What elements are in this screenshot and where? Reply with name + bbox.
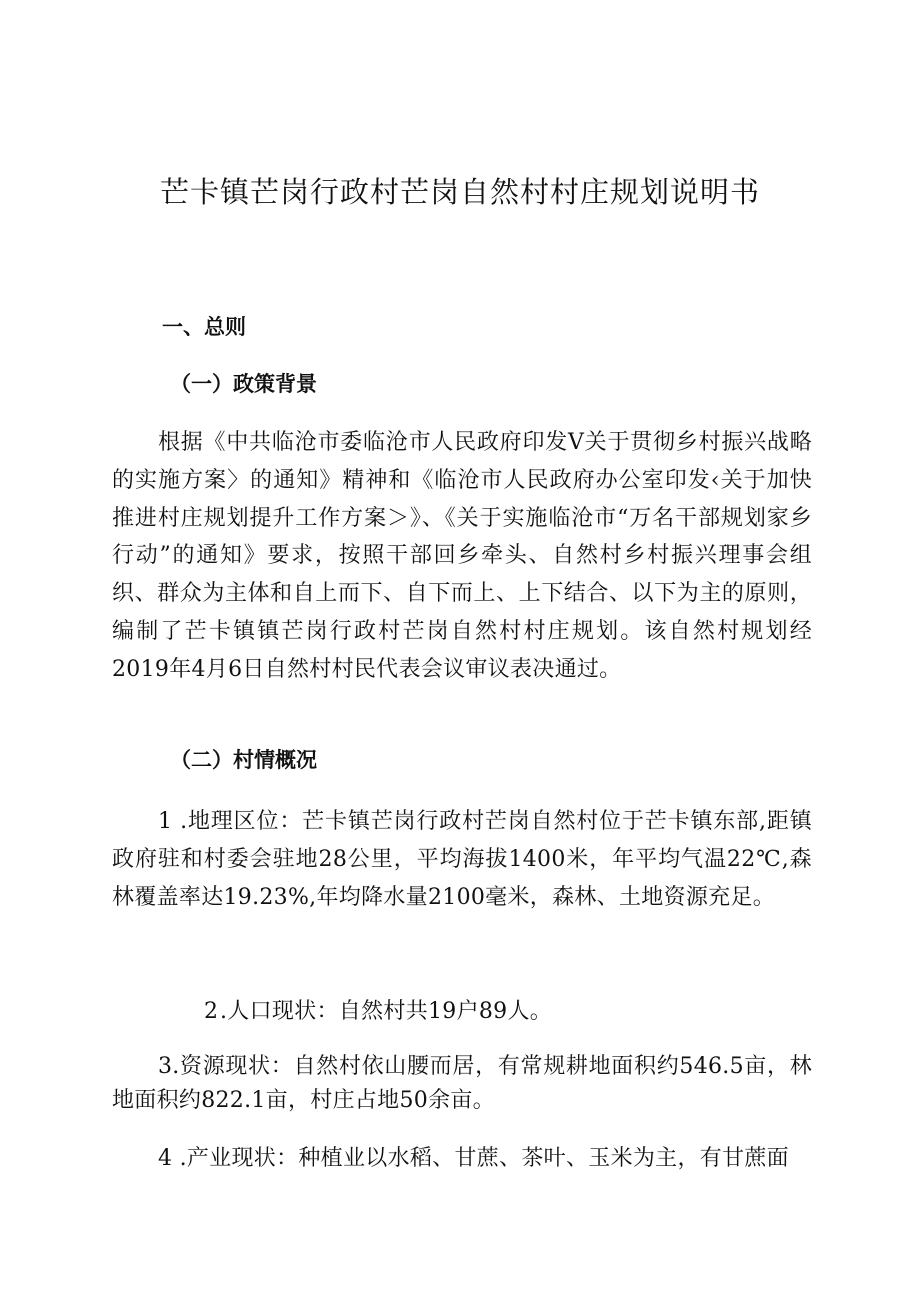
subsection-heading-village-overview: （二）村情概况 xyxy=(170,748,317,772)
population-item-text: .人口现状：自然村共19户89人。 xyxy=(220,999,553,1024)
population-item-number: 2 xyxy=(204,999,219,1024)
paragraph-geographic-location: 1 .地理区位：芒卡镇芒岗行政村芒岗自然村位于芒卡镇东部,距镇政府驻和村委会驻地28公里，平均海拔1400米，年平均气温22℃,森林覆盖率达19.23%,年均降水量2100毫米，森林、土地资源充足。 xyxy=(112,809,812,910)
section-heading-general: 一、总则 xyxy=(162,315,246,339)
subsection-heading-policy: （一）政策背景 xyxy=(170,372,317,396)
paragraph-industry: 4 .产业现状：种植业以水稻、甘蔗、茶叶、玉米为主，有甘蔗面 xyxy=(158,1146,789,1171)
paragraph-policy-background: 根据《中共临沧市委临沧市人民政府印发V关于贯彻乡村振兴战略的实施方案〉的通知》精神和《临沧市人民政府办公室印发‹关于加快推进村庄规划提升工作方案＞》、《关于实施临沧市“万名干部规划家乡行动”的通知》要求，按照干部回乡牵头、自然村乡村振兴理事会组织、群众为主体和自上而下、自下而上、上下结合、以下为主的原则，编制了芒卡镇镇芒岗行政村芒岗自然村村庄规划。该自然村规划经2019年4月6日自然村村民代表会议审议表决通过。 xyxy=(112,430,812,682)
paragraph-population xyxy=(112,993,812,1031)
paragraph-resources: 3.资源现状：自然村依山腰而居，有常规耕地面积约546.5亩，林地面积约822.1亩，村庄占地50余亩。 xyxy=(112,1054,812,1113)
document-title: 芒卡镇芒岗行政村芒岗自然村村庄规划说明书 xyxy=(159,175,760,209)
